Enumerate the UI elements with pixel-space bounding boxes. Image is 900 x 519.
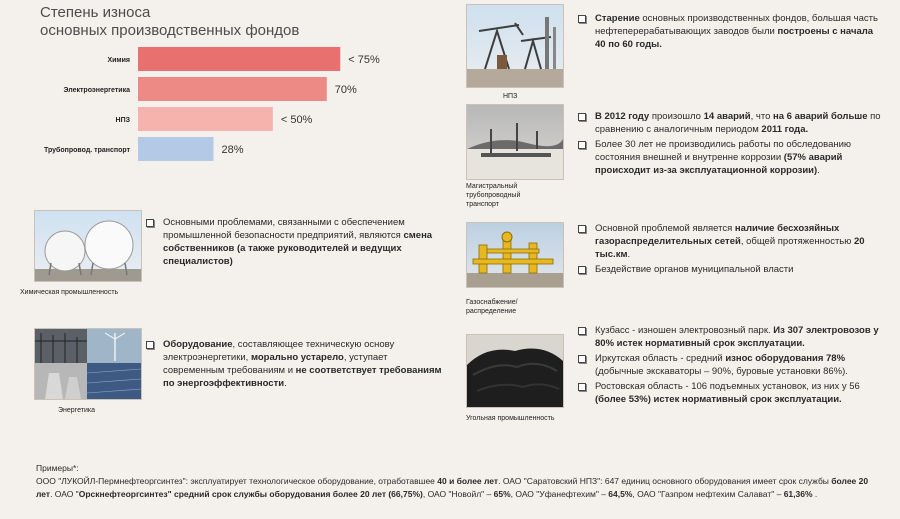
npz-photo [466,4,564,88]
gas-t3: , общей протяженностью [740,236,855,247]
checkbox-icon [578,15,586,23]
gas-b1: наличие бесхозяйных [734,223,840,234]
gas-photo [466,222,564,288]
coal-t1: Кузбасс - изношен электровозный парк. [595,325,774,336]
ex-t3: . ОАО " [50,489,79,499]
bar [138,77,327,101]
power-substation-icon [35,329,141,399]
bar-value-label: < 75% [348,54,380,66]
ex-b4: 65% [493,489,511,499]
pipeline-field-icon [467,105,563,179]
coal-text [578,324,890,406]
pl-t1: произошло [649,111,704,122]
bar-category-label: НПЗ [115,117,130,124]
bar-value-label: 28% [221,144,244,156]
gas-distribution-station-icon [467,223,563,287]
chart-title-line2: основных производственных фондов [40,22,300,39]
examples-body [36,475,886,501]
pl-t2: , что [750,111,773,122]
ex-t4: , ОАО "Новойл" – [422,489,494,499]
en-b2: морально устарело [250,352,344,363]
pipeline-text [578,110,884,177]
coal2-t2: (добычные экскаваторы – 90%, буровые установки 86%). [595,366,848,377]
bar-value-label: 70% [334,84,357,96]
ex-b2: более 20 лет [36,476,869,499]
chart-title [40,4,299,40]
bar-category-label: Электроэнергетика [63,87,130,94]
en-t2: , уступает современным требованиям и [163,352,388,376]
en-t1: , составляющее техническую основу электроэнергетики, [163,339,395,363]
checkbox-icon [578,355,586,363]
pipeline-bullet-1 [578,110,884,136]
checkbox-icon [146,341,154,349]
chem-caption: Химическая промышленность [20,289,119,296]
ex-b1: 40 и более лет [437,476,499,486]
gas-text [578,222,878,276]
pl-b2: 14 аварий [703,111,751,122]
en-b3: не соответствует требованиям по энергоэффективности [163,365,442,389]
energy-photo [34,328,142,400]
gas-t4: . [627,249,631,260]
coal-bullet-3 [578,380,890,406]
ex-t2: . ОАО "Саратовский НПЗ": 647 единиц основного оборудования имеет срок службы [498,476,832,486]
wear-bar-chart [20,44,410,172]
checkbox-icon [578,383,586,391]
coal2-b1: износ оборудования 78% [725,353,846,364]
checkbox-icon [578,113,586,121]
ex-t6: , ОАО "Газпром нефтехим Салават" – [632,489,784,499]
checkbox-icon [578,327,586,335]
bar [138,47,340,71]
pl-t3: по сравнению с аналогичным периодом [595,111,881,135]
en-b1: Оборудование [163,339,233,350]
coal-pile-icon [467,335,563,407]
gas-t1: Основной проблемой является [595,223,735,234]
pipeline-bullet-2 [578,138,884,177]
ex-b5: 64,5% [608,489,633,499]
pipeline-caption-l3: транспорт [466,201,499,208]
coal-b1: Из 307 электровозов у 80% истек нормативный срок эксплуатации. [595,325,879,349]
ex-b6: 61,36% [783,489,813,499]
coal-bullet-1 [578,324,890,350]
bar [138,107,273,131]
spherical-tanks-icon [35,211,141,281]
ex-b3: Орскнефтеоргсинтез" средний срок службы оборудования более 20 лет (66,75%) [78,489,423,499]
pipeline-caption-l2: трубопроводный [466,192,521,199]
en-t3: . [284,378,287,389]
coal3-b1: (более 53%) истек нормативный срок эксплуатации. [595,394,842,405]
ex-t5: , ОАО "Уфанефтехим" – [510,489,609,499]
gas-p2: Бездействие органов муниципальной власти [595,264,794,275]
pl-b4: 2011 года. [761,124,809,135]
pl2-t1: Более 30 лет не производились работы по обследованию состояния внешней и внутренне коррозии [595,139,852,163]
checkbox-icon [578,225,586,233]
chem-text [146,216,446,268]
pipeline-caption-l1: Магистральный [466,183,518,190]
ex-t7: . [812,489,818,499]
npz-body: основных производственных фондов, большая часть нефтеперерабатывающих заводов были [595,13,878,37]
gas-t2: газораспределительных сетей [595,236,741,247]
pl2-b1: (57% аварий происходит из-за эксплуатационной коррозии) [595,152,843,176]
chart-title-line1: Степень износа [40,4,151,21]
coal-caption: Угольная промышленность [466,415,555,422]
pl-b1: В 2012 году [595,111,650,122]
gas-caption-l1: Газоснабжение/ [466,299,518,306]
energy-text [146,338,446,390]
checkbox-icon [578,266,586,274]
bar-category-label: Трубопровод. транспорт [43,147,130,154]
gas-bullet-1 [578,222,878,261]
npz-bold: Старение [595,13,640,24]
checkbox-icon [578,141,586,149]
gas-bullet-2 [578,263,878,276]
npz-caption: НПЗ [503,93,518,100]
chem-body: Основными проблемами, связанными с обеспечением промышленной безопасности предприятий, являются [163,217,405,241]
pipeline-caption [466,182,520,209]
pipeline-photo [466,104,564,180]
coal-bullet-2 [578,352,890,378]
gas-b2: 20 тыс.км [595,236,865,260]
ex-t1: ООО "ЛУКОЙЛ-Пермнефтеоргсинтез": эксплуатирует технологическое оборудование, отработавшее [36,476,438,486]
gas-caption-l2: распределение [466,308,517,315]
gas-caption [466,298,518,316]
coal2-t1: Иркутская область - средний [595,353,726,364]
bar-category-label: Химия [107,57,130,64]
chem-photo [34,210,142,282]
coal-photo [466,334,564,408]
coal3-t1: Ростовская область - 106 подъемных установок, из них у 56 [595,381,860,392]
npz-bold2: построены с начала 40 по 60 годы. [595,26,874,50]
pl2-t2: . [817,165,820,176]
examples-footnote [36,462,886,501]
npz-text [578,12,878,51]
oil-pump-jacks-icon [467,5,563,87]
energy-caption: Энергетика [58,407,95,414]
pl-b3: на 6 аварий больше [773,111,868,122]
bar-value-label: < 50% [280,114,313,126]
checkbox-icon [146,219,154,227]
chem-bold: смена собственников (а также руководителей и ведущих специалистов) [163,230,433,267]
examples-heading: Примеры*: [36,463,79,473]
bar [138,137,214,161]
